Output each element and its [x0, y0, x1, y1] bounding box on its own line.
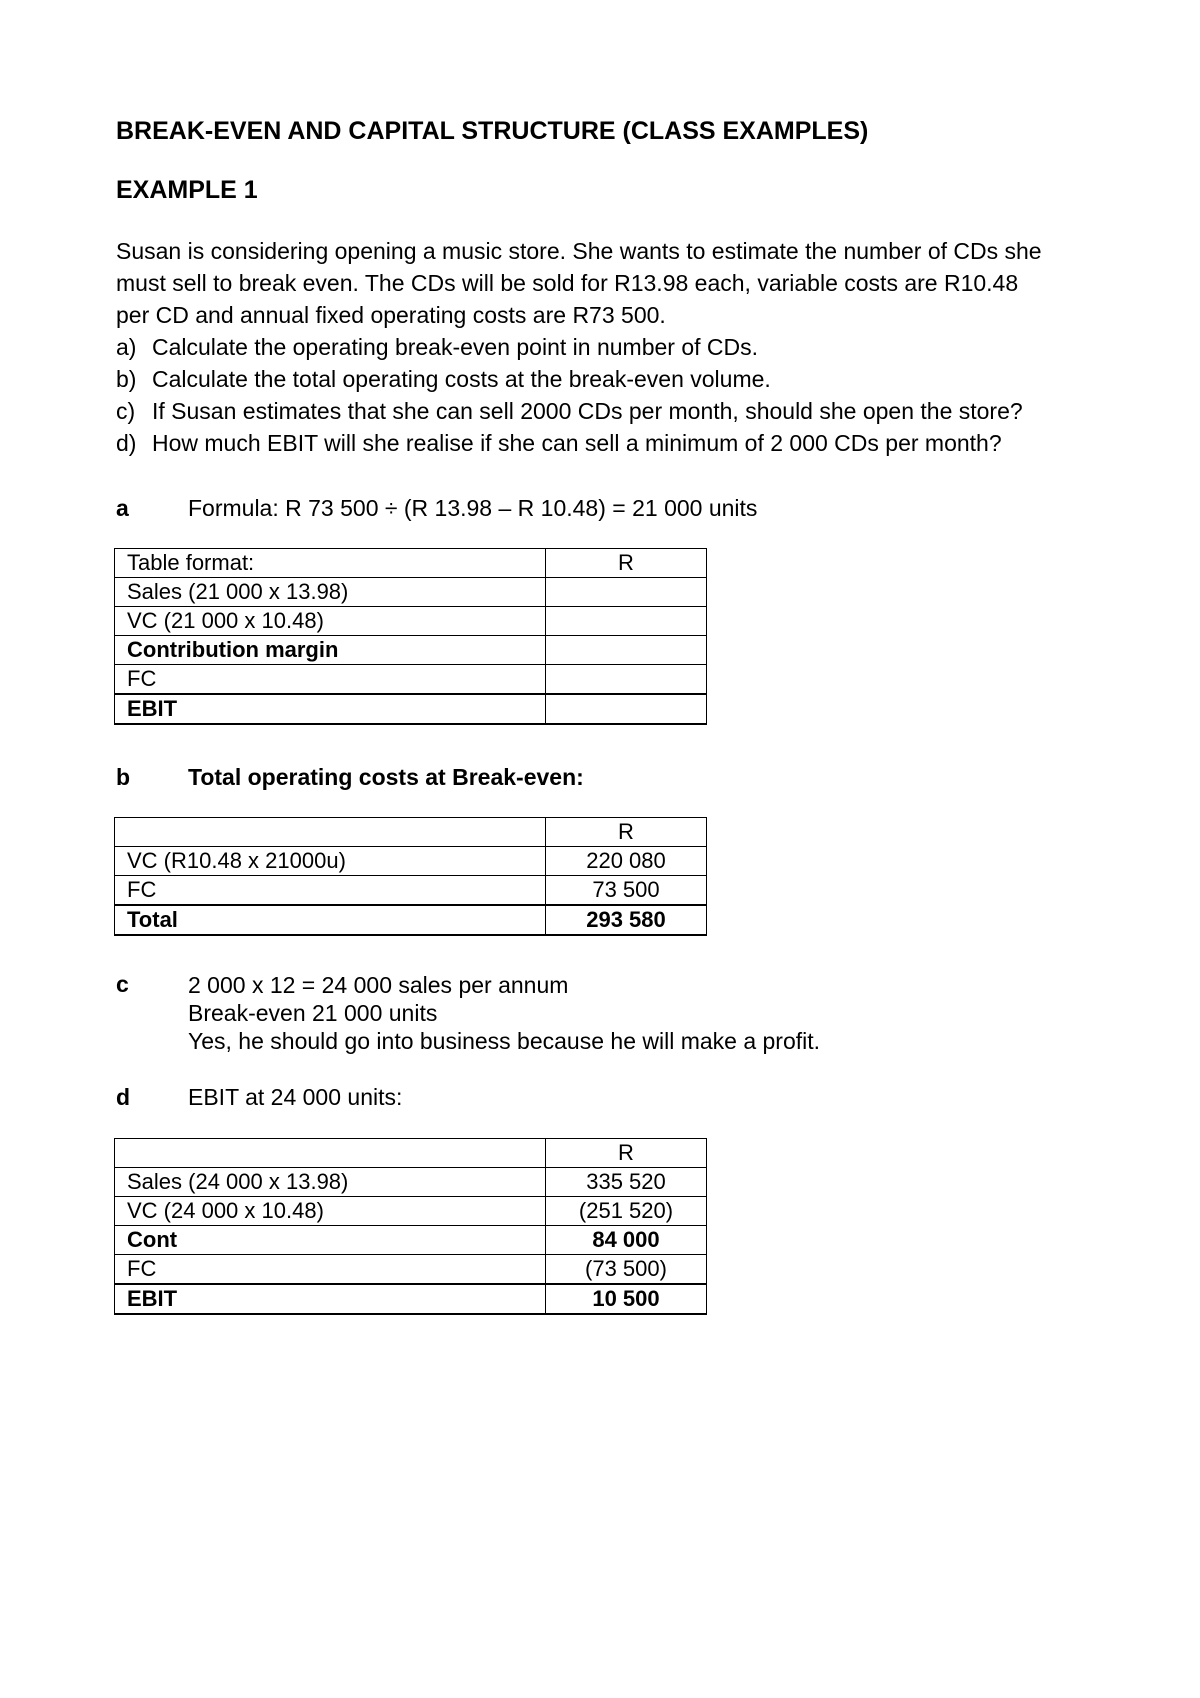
- table-cell-value: [546, 578, 707, 607]
- table-cell-value: 10 500: [546, 1284, 707, 1314]
- table-cell-label: FC: [115, 1255, 546, 1285]
- table-row: [115, 1168, 707, 1197]
- table-row: [115, 607, 707, 636]
- question-letter: b): [116, 366, 137, 392]
- answer-line: 2 000 x 12 = 24 000 sales per annum: [188, 972, 569, 998]
- question-item: [116, 395, 1023, 427]
- question-letter: c): [116, 398, 136, 424]
- table-cell-value: R: [546, 549, 707, 578]
- answer-letter: a: [116, 495, 129, 521]
- answer-b-heading: Total operating costs at Break-even:: [188, 764, 584, 790]
- table-row: [115, 1197, 707, 1226]
- intro-line: Susan is considering opening a music store. She wants to estimate the number of CDs she: [116, 238, 1042, 264]
- table-cell-value: R: [546, 1139, 707, 1168]
- table-cell-label: [115, 818, 546, 847]
- table-cell-label: [115, 1139, 546, 1168]
- table-cell-label: Sales (21 000 x 13.98): [115, 578, 546, 607]
- answer-a-formula: Formula: R 73 500 ÷ (R 13.98 – R 10.48) = 21 000 units: [188, 495, 758, 521]
- answer-b: [116, 764, 584, 791]
- table-cell-label: Contribution margin: [115, 636, 546, 665]
- intro-line: per CD and annual fixed operating costs are R73 500.: [116, 302, 666, 328]
- table-row: [115, 1226, 707, 1255]
- table-format-table: [114, 548, 707, 725]
- question-text: Calculate the operating break-even point in number of CDs.: [152, 334, 759, 360]
- question-text: Calculate the total operating costs at the break-even volume.: [152, 366, 771, 392]
- table-row: [115, 1255, 707, 1285]
- question-letter: a): [116, 334, 137, 360]
- ebit-table: [114, 1138, 707, 1315]
- table-row: [115, 578, 707, 607]
- table-cell-label: FC: [115, 665, 546, 695]
- table-cell-label: FC: [115, 876, 546, 906]
- question-item: [116, 363, 1023, 395]
- table-cell-value: 293 580: [546, 905, 707, 935]
- table-cell-value: 84 000: [546, 1226, 707, 1255]
- question-list: [116, 331, 1023, 459]
- example-heading: EXAMPLE 1: [116, 176, 258, 204]
- table-cell-value: (251 520): [546, 1197, 707, 1226]
- table-cell-label: Cont: [115, 1226, 546, 1255]
- answer-c: [116, 971, 820, 1055]
- document-title: BREAK-EVEN AND CAPITAL STRUCTURE (CLASS EXAMPLES): [116, 117, 869, 145]
- table-cell-label: VC (24 000 x 10.48): [115, 1197, 546, 1226]
- table-cell-label: EBIT: [115, 1284, 546, 1314]
- answer-letter: b: [116, 764, 131, 790]
- question-letter: d): [116, 430, 137, 456]
- table-cell-label: Table format:: [115, 549, 546, 578]
- table-row: [115, 665, 707, 695]
- intro-paragraph: [116, 235, 1106, 331]
- intro-line: must sell to break even. The CDs will be sold for R13.98 each, variable costs are R10.48: [116, 270, 1019, 296]
- table-row: [115, 694, 707, 724]
- table-cell-value: R: [546, 818, 707, 847]
- table-cell-label: VC (21 000 x 10.48): [115, 607, 546, 636]
- answer-a: [116, 495, 757, 522]
- table-cell-value: 335 520: [546, 1168, 707, 1197]
- table-cell-label: VC (R10.48 x 21000u): [115, 847, 546, 876]
- table-row: [115, 636, 707, 665]
- question-item: [116, 427, 1023, 459]
- answer-letter: d: [116, 1084, 131, 1110]
- table-row: [115, 1139, 707, 1168]
- table-cell-label: Sales (24 000 x 13.98): [115, 1168, 546, 1197]
- table-cell-label: Total: [115, 905, 546, 935]
- table-cell-label: EBIT: [115, 694, 546, 724]
- table-row: [115, 847, 707, 876]
- table-cell-value: [546, 665, 707, 695]
- table-row: [115, 1284, 707, 1314]
- answer-c-lines: [188, 971, 820, 1055]
- table-row: [115, 818, 707, 847]
- answer-d: [116, 1084, 402, 1111]
- question-text: If Susan estimates that she can sell 2000 CDs per month, should she open the store?: [152, 398, 1023, 424]
- table-cell-value: [546, 636, 707, 665]
- question-text: How much EBIT will she realise if she can sell a minimum of 2 000 CDs per month?: [152, 430, 1002, 456]
- break-even-costs-table: [114, 817, 707, 936]
- table-row: [115, 549, 707, 578]
- answer-letter: c: [116, 971, 129, 997]
- table-row: [115, 905, 707, 935]
- answer-line: Yes, he should go into business because he will make a profit.: [188, 1028, 821, 1054]
- table-cell-value: [546, 694, 707, 724]
- table-cell-value: 73 500: [546, 876, 707, 906]
- table-cell-value: (73 500): [546, 1255, 707, 1285]
- answer-line: Break-even 21 000 units: [188, 1000, 438, 1026]
- table-cell-value: 220 080: [546, 847, 707, 876]
- table-row: [115, 876, 707, 906]
- answer-d-heading: EBIT at 24 000 units:: [188, 1084, 403, 1110]
- question-item: [116, 331, 1023, 363]
- table-cell-value: [546, 607, 707, 636]
